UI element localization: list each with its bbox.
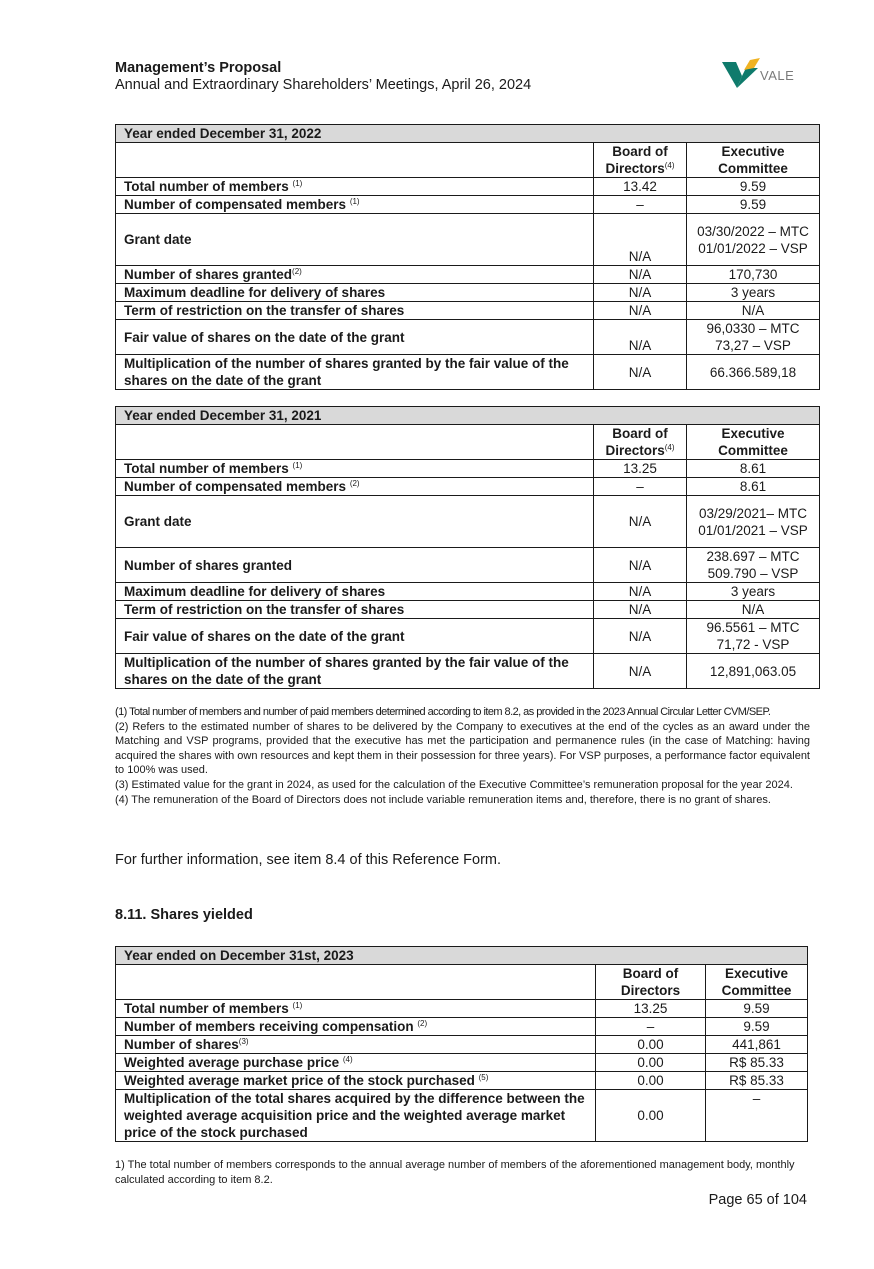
footnote-2: (2) Refers to the estimated number of shares to be delivered by the Company to executives at the end of the cycles as an award under the Matching and VSP programs, provided that the executive has met the participation and permanence rules (in the case of Matching: having acquired the shares with own resources and kept them in their possession for three years). For VSP purposes, a performance factor equivalent to 100% was used. (115, 720, 810, 777)
table-row: Number of compensated members $^{(1)}$ – 9.59 (116, 196, 820, 214)
footnote-4: (4) The remuneration of the Board of Directors does not include variable remuneration items and, therefore, there is no grant of shares. (115, 793, 771, 806)
footnotes (115, 705, 810, 807)
table-row: Weighted average purchase price $^{(4)}$ 0.00 R$ 85.33 (116, 1054, 808, 1072)
table-2023 (115, 946, 808, 1142)
footnote-1: (1) Total number of members and number of paid members determined according to item 8.2, as provided in the 2023 Annual Circular Letter CVM/SEP. (115, 706, 771, 718)
table-row: Fair value of shares on the date of the grant N/A 96.5561 – MTC 71,72 - VSP (116, 619, 820, 654)
section-heading: 8.11. Shares yielded (115, 907, 253, 923)
table-row: Multiplication of the number of shares granted by the fair value of the shares on the date of the grant N/A 66.366.589,18 (116, 355, 820, 390)
column-header-board: Board of Directors$^{(4)}$ (594, 425, 687, 460)
table-row: Number of shares granted$^{(2)}$ N/A 170,730 (116, 266, 820, 284)
table-row: Number of shares$^{(3)}$ 0.00 441,861 (116, 1036, 808, 1054)
table-row: Maximum deadline for delivery of shares N/A 3 years (116, 583, 820, 601)
table-row: Term of restriction on the transfer of shares N/A N/A (116, 302, 820, 320)
vale-logo-icon (722, 58, 760, 90)
column-header-board: Board of Directors$^{(4)}$ (594, 143, 687, 178)
logo-text: VALE (760, 68, 795, 83)
table-row: Multiplication of the number of shares granted by the fair value of the shares on the date of the grant N/A 12,891,063.05 (116, 654, 820, 689)
column-header-executive: Executive Committee (687, 143, 820, 178)
column-header-executive: Executive Committee (687, 425, 820, 460)
table-row: Total number of members $^{(1)}$ 13.25 9.59 (116, 1000, 808, 1018)
table-row: Weighted average market price of the stock purchased $^{(5)}$ 0.00 R$ 85.33 (116, 1072, 808, 1090)
column-header-executive: Executive Committee (706, 965, 808, 1000)
footnote-2023: 1) The total number of members corresponds to the annual average number of members of the aforementioned management body, monthly calculated according to item 8.2. (115, 1159, 795, 1186)
further-info-text: For further information, see item 8.4 of this Reference Form. (115, 852, 502, 868)
table-row: Number of compensated members $^{(2)}$ – 8.61 (116, 478, 820, 496)
table-row: Term of restriction on the transfer of shares N/A N/A (116, 601, 820, 619)
document-subtitle: Annual and Extraordinary Shareholders’ Meetings, April 26, 2024 (115, 77, 532, 93)
table-row: Grant date N/A 03/30/2022 – MTC 01/01/2022 – VSP (116, 214, 820, 266)
vale-logo (722, 58, 802, 90)
footnote-3: (3) Estimated value for the grant in 2024, as used for the calculation of the Executive Committee’s remuneration proposal for the year 2024. (115, 778, 793, 791)
table-caption: Year ended December 31, 2022 (116, 125, 820, 143)
document-title: Management’s Proposal (115, 60, 282, 76)
column-header-board: Board of Directors (596, 965, 706, 1000)
table-row: Total number of members $^{(1)}$ 13.25 8.61 (116, 460, 820, 478)
table-row: Number of shares granted N/A 238.697 – MTC 509.790 – VSP (116, 548, 820, 583)
table-row: Fair value of shares on the date of the grant N/A 96,0330 – MTC 73,27 – VSP (116, 320, 820, 355)
table-row: Grant date N/A 03/29/2021– MTC 01/01/2021 – VSP (116, 496, 820, 548)
table-row: Total number of members $^{(1)}$ 13.42 9.59 (116, 178, 820, 196)
table-2021 (115, 406, 820, 689)
table-caption: Year ended on December 31st, 2023 (116, 947, 808, 965)
table-caption: Year ended December 31, 2021 (116, 407, 820, 425)
table-2022 (115, 124, 820, 390)
table-row: Maximum deadline for delivery of shares N/A 3 years (116, 284, 820, 302)
table-row: Multiplication of the total shares acquired by the difference between the weighted average acquisition price and the weighted average market price of the stock purchased 0.00 – (116, 1090, 808, 1142)
table-row: Number of members receiving compensation $^{(2)}$ – 9.59 (116, 1018, 808, 1036)
page-number: Page 65 of 104 (708, 1192, 807, 1208)
